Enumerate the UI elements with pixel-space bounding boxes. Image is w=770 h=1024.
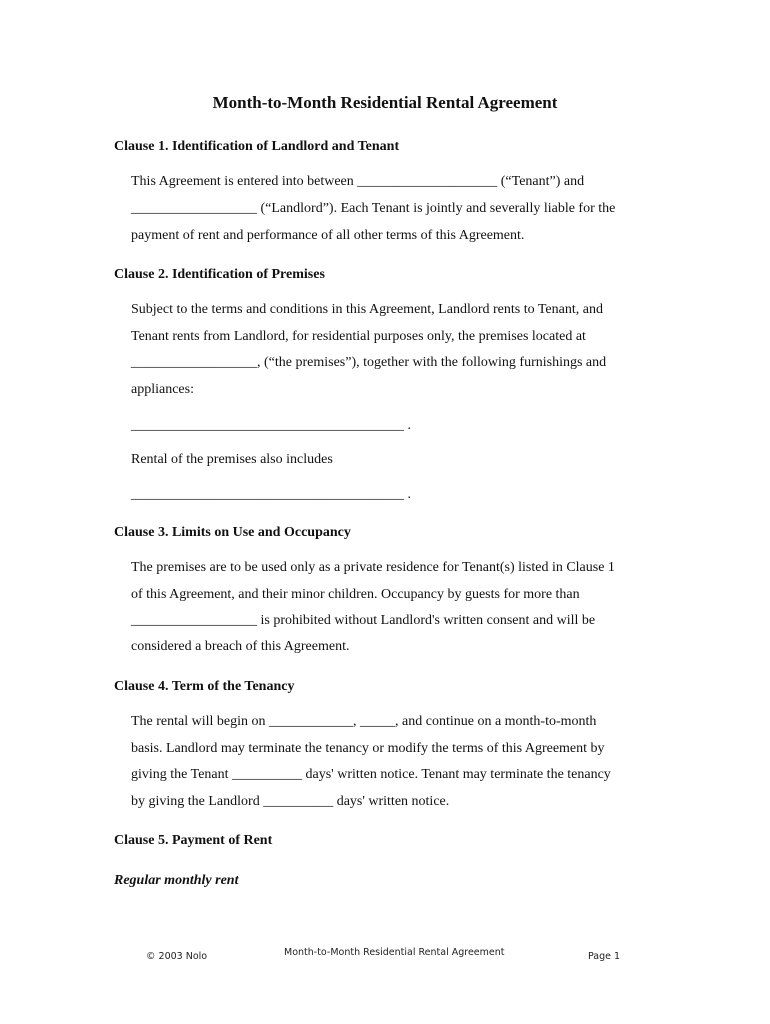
clause-4-line-2: basis. Landlord may terminate the tenancy or modify the terms of this Agreement by — [131, 741, 605, 756]
clause-4-line-3: giving the Tenant __________ days' written notice. Tenant may terminate the tenancy — [131, 767, 611, 782]
clause-2-line-1: Subject to the terms and conditions in this Agreement, Landlord rents to Tenant, and — [131, 302, 603, 317]
footer-page-number: Page 1 — [588, 951, 621, 962]
also-includes-label: Rental of the premises also includes — [131, 452, 333, 467]
clause-1-heading: Clause 1. Identification of Landlord and Tenant — [114, 139, 400, 154]
clause-3-heading: Clause 3. Limits on Use and Occupancy — [114, 525, 351, 540]
clause-3-line-3: __________________ is prohibited without Landlord's written consent and will be — [131, 613, 596, 628]
clause-1-line-2: __________________ (“Landlord”). Each Tenant is jointly and severally liable for the — [131, 201, 616, 216]
clause-3-line-4: considered a breach of this Agreement. — [131, 639, 350, 654]
clause-2-line-3: __________________, (“the premises”), together with the following furnishings and — [131, 355, 607, 370]
clause-5-subheading: Regular monthly rent — [114, 873, 239, 888]
also-includes-blank: _______________________________________ . — [131, 487, 411, 502]
clause-4-line-1: The rental will begin on ____________, _____, and continue on a month-to-month — [131, 714, 597, 729]
clause-1-line-3: payment of rent and performance of all other terms of this Agreement. — [131, 228, 525, 243]
document-title: Month-to-Month Residential Rental Agreement — [212, 93, 558, 112]
clause-3-line-2: of this Agreement, and their minor children. Occupancy by guests for more than — [131, 587, 580, 602]
clause-2-line-2: Tenant rents from Landlord, for residential purposes only, the premises located at — [131, 329, 586, 344]
clause-4-heading: Clause 4. Term of the Tenancy — [114, 679, 295, 694]
clause-4-line-4: by giving the Landlord __________ days' written notice. — [131, 794, 450, 809]
furnishings-blank: _______________________________________ . — [131, 418, 411, 433]
footer-copyright: © 2003 Nolo — [146, 951, 208, 962]
footer-document-name: Month-to-Month Residential Rental Agreement — [284, 947, 505, 958]
clause-5-heading: Clause 5. Payment of Rent — [114, 833, 273, 848]
clause-3-line-1: The premises are to be used only as a private residence for Tenant(s) listed in Clause 1 — [131, 560, 615, 575]
clause-2-line-4: appliances: — [131, 382, 194, 397]
clause-2-heading: Clause 2. Identification of Premises — [114, 267, 325, 282]
clause-1-line-1: This Agreement is entered into between ____________________ (“Tenant”) and — [131, 174, 585, 189]
